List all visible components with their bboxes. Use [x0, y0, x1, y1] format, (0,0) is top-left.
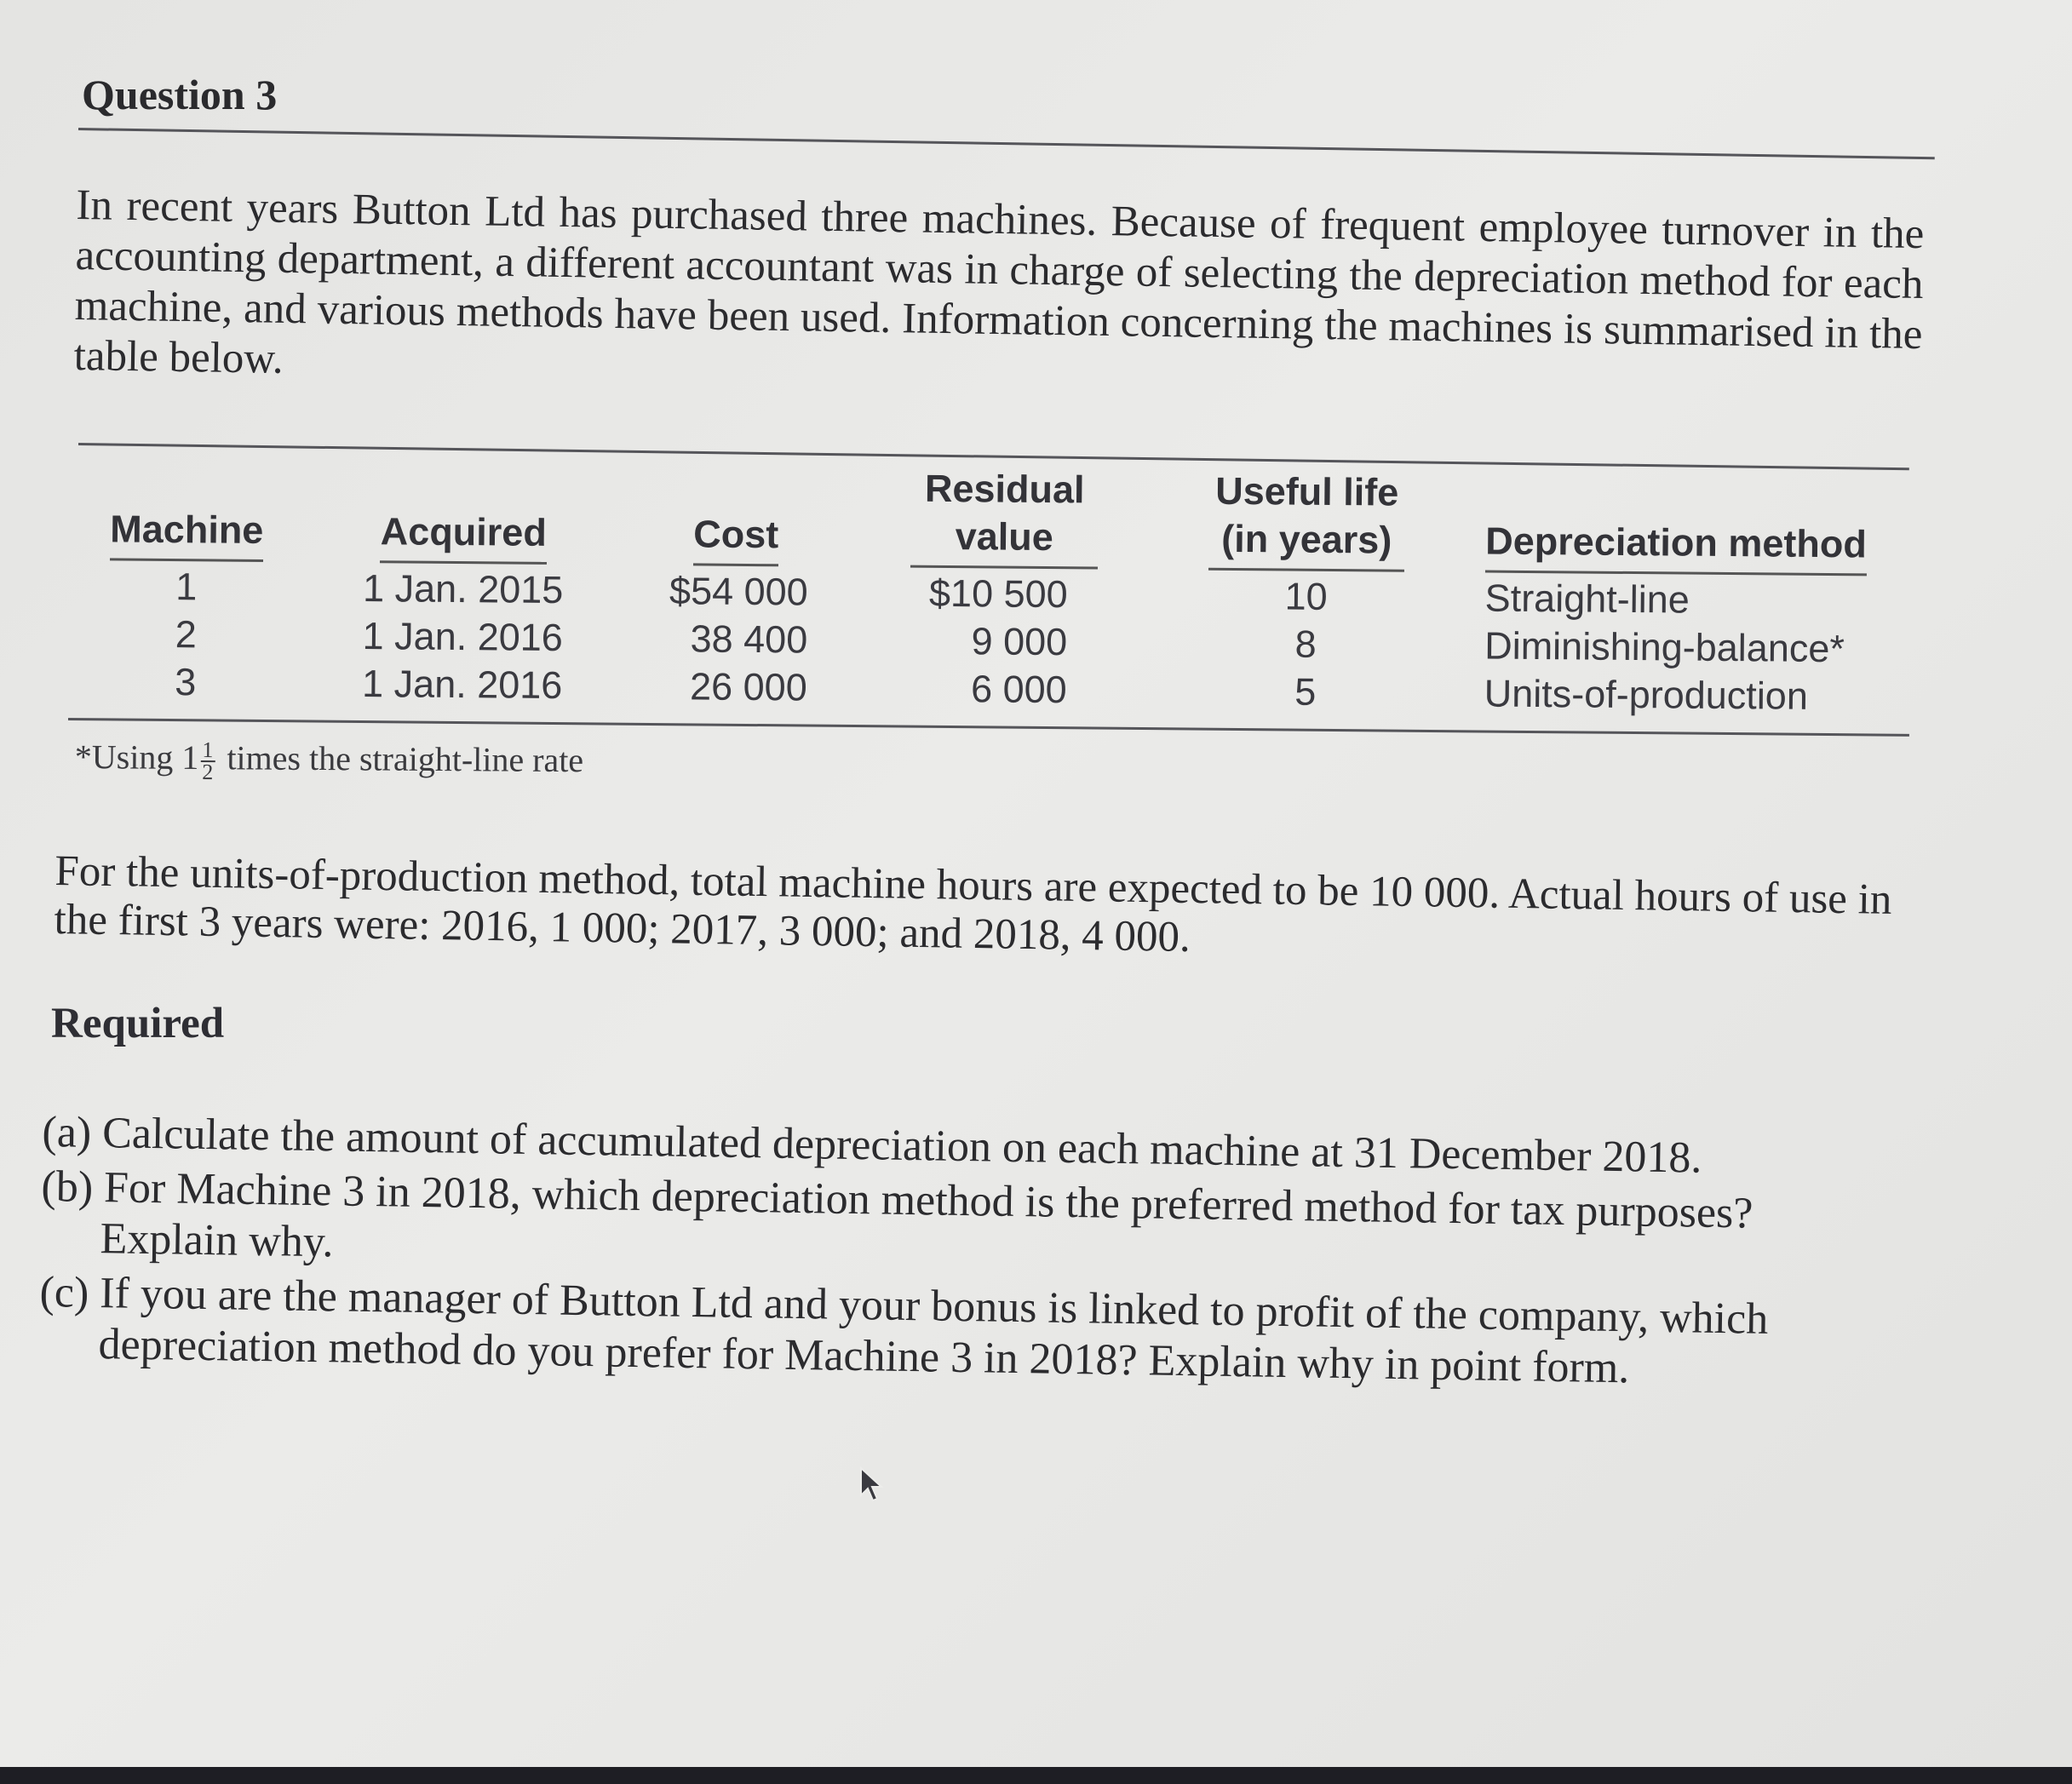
required-item-b: (b) For Machine 3 in 2018, which depreciation method is the preferred method for tax purposes? Explain why. [41, 1162, 1753, 1267]
heading-divider [78, 128, 1935, 159]
col-depreciation-method [1484, 518, 1885, 721]
cell-acquired: 1 Jan. 2015 [362, 566, 564, 612]
col-machine [105, 505, 268, 707]
cell-method: Diminishing-balance* [1484, 623, 1845, 671]
cell-useful-life: 8 [1294, 622, 1317, 666]
col-useful-life [1207, 468, 1405, 717]
cell-residual: 6 000 [970, 667, 1067, 712]
cell-machine: 3 [175, 660, 197, 704]
cell-residual: 9 000 [971, 619, 1068, 664]
machines-table [66, 464, 1925, 761]
col-residual [909, 465, 1099, 714]
required-item-a: (a) Calculate the amount of accumulated depreciation on each machine at 31 December 2018. [42, 1107, 1702, 1183]
table-footnote [75, 737, 584, 785]
required-list [38, 1107, 1865, 1402]
fraction-numerator: 1 [202, 737, 214, 762]
header-life-line2: (in years) [1221, 516, 1392, 562]
header-life-line1: Useful life [1215, 468, 1399, 514]
col-acquired [356, 508, 571, 709]
cell-useful-life: 10 [1284, 574, 1328, 618]
cell-machine: 1 [175, 565, 198, 609]
bottom-edge-bar [0, 1767, 2072, 1784]
cell-cost: $54 000 [669, 569, 808, 614]
header-useful-life [1208, 468, 1405, 572]
mouse-pointer-icon [858, 1466, 884, 1504]
question-heading: Question 3 [82, 71, 278, 118]
required-heading: Required [51, 1000, 225, 1047]
cell-acquired: 1 Jan. 2016 [362, 614, 564, 660]
col-cost [663, 510, 809, 711]
header-acquired: Acquired [380, 508, 547, 565]
units-of-production-paragraph: For the units-of-production method, total machine hours are expected to be 10 000. Actual hours of use in the first 3 years were: 2016, 1 000; 2017, 3 000; and 2018, 4 000. [54, 847, 1892, 961]
intro-paragraph: In recent years Button Ltd has purchased three machines. Because of frequent employee turnover in the accounting department, a different accountant was in charge of selecting the depreciation method for each machine, and various methods have been used. Information concerning the machines is summarised in the table below. [73, 181, 1925, 383]
cell-method: Units-of-production [1484, 671, 1809, 718]
cell-useful-life: 5 [1294, 669, 1317, 714]
cell-machine: 2 [175, 612, 198, 657]
fraction-denominator: 2 [202, 759, 214, 784]
header-residual [910, 465, 1099, 570]
one-half-fraction [200, 737, 215, 784]
header-cost: Cost [693, 510, 779, 566]
header-depreciation-method: Depreciation method [1485, 518, 1867, 577]
header-residual-line2: value [955, 514, 1054, 559]
cell-acquired: 1 Jan. 2016 [361, 662, 563, 708]
cell-cost: 26 000 [689, 664, 807, 709]
cell-residual: $10 500 [928, 571, 1068, 617]
footnote-prefix: *Using 1 [74, 737, 199, 777]
header-machine: Machine [110, 505, 264, 562]
footnote-suffix: times the straight-line rate [227, 738, 584, 780]
required-item-c: (c) If you are the manager of Button Ltd and your bonus is linked to profit of the company, which depreciation method do you prefer for Machine 3 in 2018? Explain why in point form. [39, 1267, 1769, 1393]
cell-method: Straight-line [1484, 576, 1690, 622]
header-residual-line1: Residual [924, 466, 1085, 512]
cell-cost: 38 400 [690, 617, 808, 662]
